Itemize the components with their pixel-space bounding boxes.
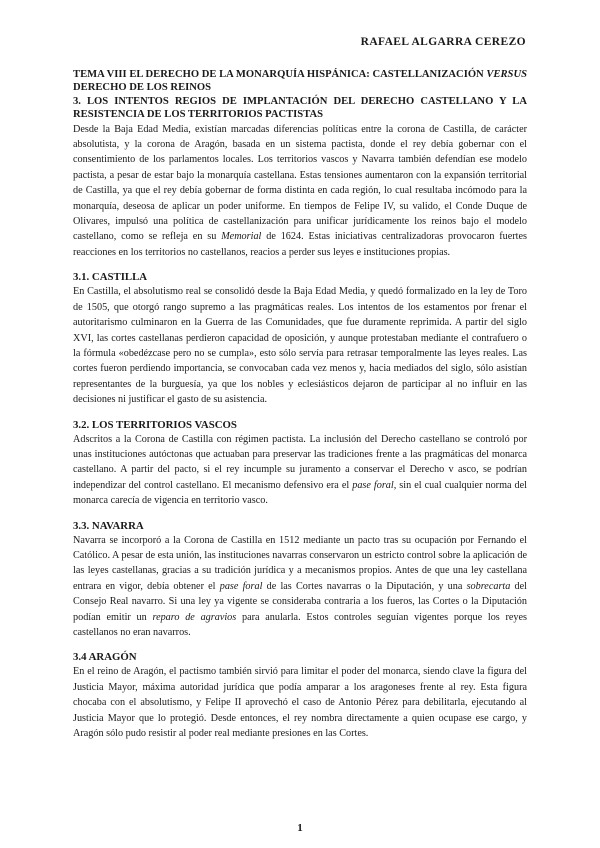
intro-text-b: de 1624. Estas iniciativas centralizadoras provocaron fuertes reacciones en los territorios no castellanos, reacios a perder sus leyes e instituciones propias.: [73, 231, 527, 258]
section-title: 3. LOS INTENTOS REGIOS DE IMPLANTACIÓN DEL DERECHO CASTELLANO Y LA RESISTENCIA DE LOS TERRITORIOS PACTISTAS: [73, 95, 527, 121]
vascos-text-b: , sin el cual cualquier norma del monarca carecía de vigencia en territorio vasco.: [73, 479, 527, 507]
heading-territorios-vascos: 3.2. LOS TERRITORIOS VASCOS: [73, 418, 237, 431]
paragraph-aragon: En el reino de Aragón, el pactismo también sirvió para limitar el poder del monarca, siendo clave la figura del Justicia Mayor, máxima autoridad jurídica que podía amparar a los aragoneses frente al rey. Esta figura chocaba con el absolutismo, y Felipe II aprovechó el caso de Antonio Pérez para debilitarla, ejecutando al Justicia Mayor que lo protegió. Desde entonces, el rey nombra directamente a quien ocupase ese cargo, y Aragón sólo pudo resistir al poder real mediante presiones en las Cortes.: [73, 666, 527, 740]
navarra-text-c: del Consejo Real navarro. Si una ley ya vigente se consideraba contraria a los fueros, las Cortes o la Diputación podían emitir un: [73, 580, 527, 623]
title-versus: VERSUS: [486, 69, 527, 80]
navarra-reparo: reparo de agravios: [152, 611, 237, 623]
intro-text-a: Desde la Baja Edad Media, existían marcadas diferencias políticas entre la corona de Castilla, de carácter absolutista, y la corona de Aragón, basada en un sistema pactista, donde el rey debía gobernar con el consentimiento de los parlamentos locales. Los territorios vascos y Navarra también defendían ese modelo pactista, a pesar de estar bajo la monarquía castellana. Estas tensiones aumentaron con la expansión territorial de Castilla, ya que el rey debía gobernar de forma distinta en cada región, lo cual resultaba incómodo para la monarquía, deseosa de aplicar un poder uniforme. En tiempos de Felipe IV, su valido, el Conde Duque de Olivares, impulsó una política de castellanización para unificar jurídicamente los reinos bajo el modelo castellano, como se refleja en su: [73, 123, 527, 243]
document-body: [73, 68, 527, 741]
title-text-b: DERECHO DE LOS REINOS: [73, 82, 212, 94]
intro-memorial: Memorial: [221, 231, 262, 243]
intro-paragraph: [73, 122, 527, 261]
vascos-text-a: Adscritos a la Corona de Castilla con régimen pactista. La inclusión del Derecho castellano se controló por unas instituciones autóctonas que actuaban para preservar las tradiciones frente a las pragmáticas del monarca castellano. A partir del pacto, si el rey incumple su juramento a conservar el Derecho v asco, se podrían independizar del control castellano. El mecanismo defensivo era el: [73, 433, 527, 491]
navarra-text-a: Navarra se incorporó a la Corona de Castilla en 1512 mediante un pacto tras su ocupación por Fernando el Católico. A pesar de esta unión, las instituciones navarras conservaron un estricto control sobre la aplicación de las leyes castellanas, gracias a su tradición jurídica y a mecanismos propios. Antes de que una ley castellana entrara en vigor, debía obtener el: [73, 534, 527, 592]
author-header: RAFAEL ALGARRA CEREZO: [360, 36, 526, 48]
navarra-sobrecarta: sobrecarta: [466, 580, 511, 592]
title-text-a: TEMA VIII EL DERECHO DE LA MONARQUÍA HISPÁNICA: CASTELLANIZACIÓN: [73, 69, 487, 80]
paragraph-castilla: En Castilla, el absolutismo real se consolidó desde la Baja Edad Media, y quedó formalizado en la ley de Toro de 1505, que otorgó rango supremo a las pragmáticas reales. Los intentos de los estamentos por frenar el autoritarismo culminaron en la Guerra de las Comunidades, que fue duramente reprimida. A partir del siglo XVI, las cortes castellanas perdieron capacidad de oposición, y aunque protestaban mediante el contrafuero o la fórmula «obedézcase pero no se cumpla», esto sólo servía para retrasar temporalmente las leyes reales. Las cortes fueron perdiendo importancia, se convocaban cada vez menos y, hacia mediados del siglo, sólo asistían representantes de la burguesía, ya que los nobles y eclesiásticos dejaron de participar al no influir en las decisiones ni justificar el gasto de su asistencia.: [73, 286, 527, 406]
heading-castilla: 3.1. CASTILLA: [73, 271, 148, 284]
navarra-pase-foral: pase foral: [219, 580, 263, 592]
navarra-text-b: de las Cortes navarras o la Diputación, y una: [262, 580, 467, 592]
heading-aragon: 3.4 ARAGÓN: [73, 651, 137, 664]
page-number: 1: [297, 822, 303, 834]
heading-navarra: 3.3. NAVARRA: [73, 519, 144, 532]
vascos-pase-foral: pase foral: [352, 479, 394, 491]
navarra-text-d: para anularla. Estos controles seguían vigentes porque los reyes castellanos no eran navarros.: [73, 611, 527, 638]
paragraph-territorios-vascos: [73, 432, 527, 509]
paragraph-navarra: [73, 533, 527, 641]
topic-title: [73, 68, 527, 95]
